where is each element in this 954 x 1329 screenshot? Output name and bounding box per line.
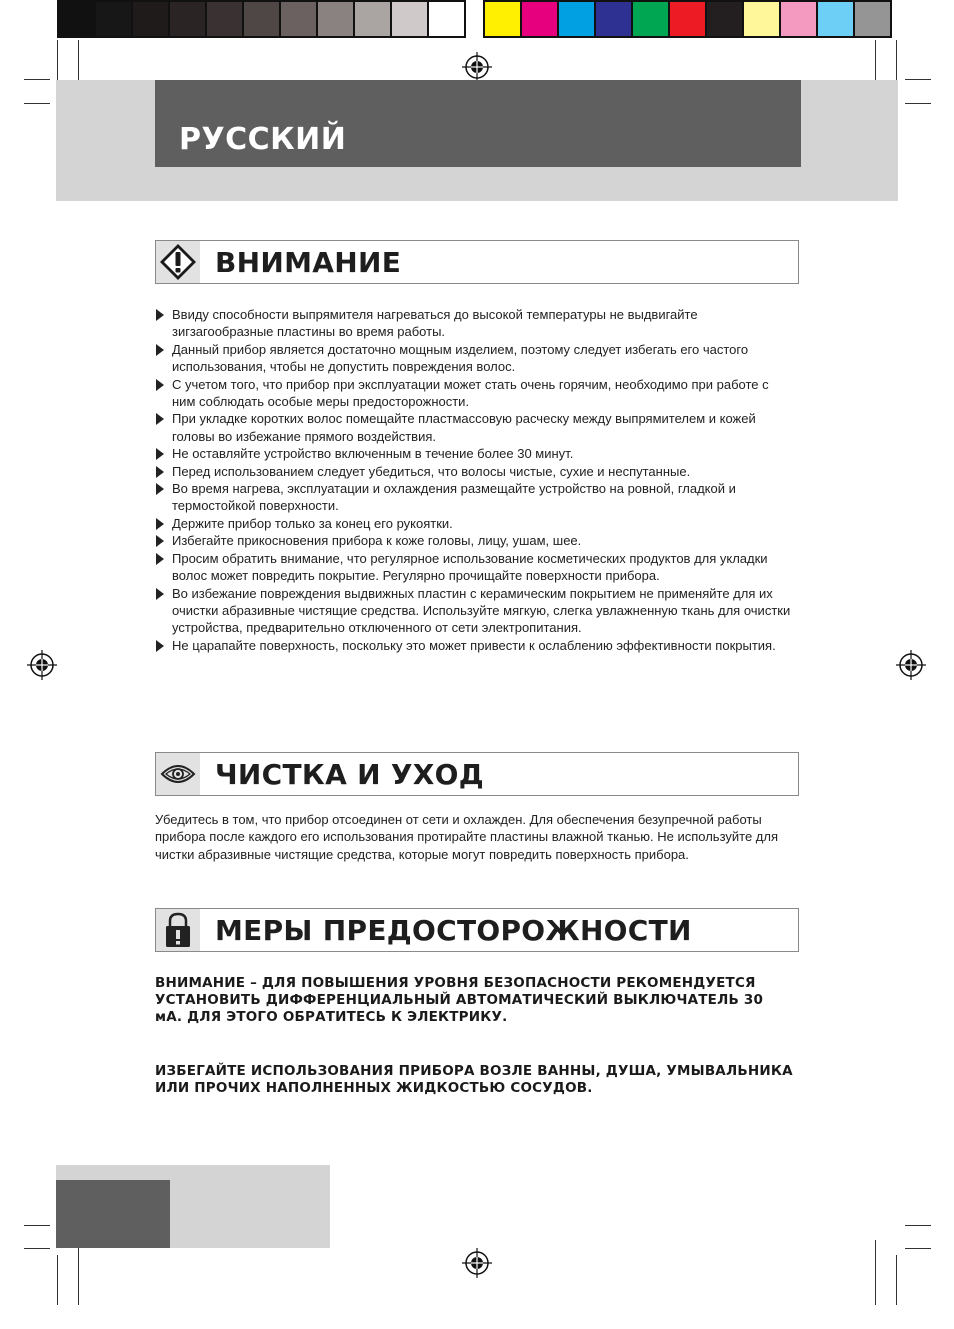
crop-mark	[905, 1225, 931, 1226]
triangle-bullet-icon	[156, 413, 164, 425]
color-calibration-bar-right	[483, 0, 892, 38]
eye-icon	[160, 762, 196, 786]
list-item-text: Данный прибор является достаточно мощным изделием, поэтому следует избегать его частого использования, чтобы не допустить повреждения волос.	[172, 341, 749, 375]
list-item	[155, 376, 795, 411]
cleaning-icon-box	[156, 753, 200, 795]
crop-mark	[905, 1248, 931, 1249]
registration-target-icon	[896, 650, 926, 680]
crop-mark	[57, 1255, 58, 1305]
list-item-text: Не царапайте поверхность, поскольку это может привести к ослаблению эффективности покрытия.	[172, 637, 776, 653]
color-swatch	[96, 0, 133, 38]
crop-mark	[24, 1248, 50, 1249]
color-swatch	[559, 0, 596, 38]
triangle-bullet-icon	[156, 448, 164, 460]
list-item	[155, 480, 795, 515]
warning-list	[155, 306, 795, 654]
safety-water-notice: ИЗБЕГАЙТЕ ИСПОЛЬЗОВАНИЯ ПРИБОРА ВОЗЛЕ ВАННЫ, ДУША, УМЫВАЛЬНИКА ИЛИ ПРОЧИХ НАПОЛНЕННЫХ ЖИДКОСТЬЮ СОСУДОВ.	[155, 1063, 793, 1096]
registration-target-icon	[462, 52, 492, 82]
color-swatch	[670, 0, 707, 38]
color-swatch	[57, 0, 96, 38]
registration-target-icon	[462, 1248, 492, 1278]
list-item-text: Просим обратить внимание, что регулярное использование косметических продуктов для укладки волос может повредить покрытие. Регулярно прочищайте поверхности прибора.	[172, 550, 768, 584]
list-item-text: Перед использованием следует убедиться, что волосы чистые, сухие и неспутанные.	[172, 463, 691, 479]
list-item-text: Не оставляйте устройство включенным в течение более 30 минут.	[172, 446, 574, 462]
cleaning-section-title: ЧИСТКА И УХОД	[215, 758, 485, 791]
triangle-bullet-icon	[156, 344, 164, 356]
list-item	[155, 585, 795, 637]
list-item	[155, 306, 795, 341]
color-swatch	[207, 0, 244, 38]
page-language-title: РУССКИЙ	[155, 80, 801, 167]
color-swatch	[429, 0, 466, 38]
triangle-bullet-icon	[156, 640, 164, 652]
color-swatch	[633, 0, 670, 38]
crop-mark	[78, 1240, 79, 1305]
list-item-text: При укладке коротких волос помещайте пластмассовую расческу между выпрямителем и кожей головы во избежание прямого воздействия.	[172, 411, 756, 444]
crop-mark	[905, 79, 931, 80]
list-item-text: Держите прибор только за конец его рукоятки.	[172, 515, 453, 531]
triangle-bullet-icon	[156, 379, 164, 391]
list-item-text: Ввиду способности выпрямителя нагреваться до высокой температуры не выдвигайте зигзагообразные пластины во время работы.	[172, 307, 698, 340]
crop-mark	[896, 1255, 897, 1305]
registration-target-icon	[27, 650, 57, 680]
crop-mark	[24, 1225, 50, 1226]
warning-section-title: ВНИМАНИЕ	[215, 246, 402, 279]
list-item-text: Избегайте прикосновения прибора к коже головы, лицу, ушам, шее.	[172, 533, 582, 549]
triangle-bullet-icon	[156, 309, 164, 321]
color-swatch	[483, 0, 522, 38]
safety-section-title: МЕРЫ ПРЕДОСТОРОЖНОСТИ	[215, 914, 692, 947]
list-item	[155, 637, 795, 654]
triangle-bullet-icon	[156, 535, 164, 547]
crop-mark	[875, 1240, 876, 1305]
exclamation-diamond-icon	[158, 242, 198, 282]
list-item-text: Во время нагрева, эксплуатации и охлаждения размещайте устройство на ровной, гладкой и термостойкой поверхности.	[172, 481, 736, 514]
triangle-bullet-icon	[156, 466, 164, 478]
crop-mark	[905, 103, 931, 104]
color-swatch	[855, 0, 892, 38]
list-item	[155, 532, 795, 549]
list-item	[155, 463, 795, 480]
safety-icon-box	[156, 909, 200, 951]
list-item-text: С учетом того, что прибор при эксплуатации может стать очень горячим, необходимо при работе с ним соблюдать особые меры предосторожности.	[172, 376, 769, 410]
safety-rcd-notice: ВНИМАНИЕ – ДЛЯ ПОВЫШЕНИЯ УРОВНЯ БЕЗОПАСНОСТИ РЕКОМЕНДУЕТСЯ УСТАНОВИТЬ ДИФФЕРЕНЦИАЛЬНЫЙ АВТОМАТИЧЕСКИЙ ВЫКЛЮЧАТЕЛЬ 30 мА. ДЛЯ ЭТОГО ОБРАТИТЕСЬ К ЭЛЕКТРИКУ.	[155, 975, 764, 1025]
triangle-bullet-icon	[156, 588, 164, 600]
triangle-bullet-icon	[156, 553, 164, 565]
list-item	[155, 550, 795, 585]
warning-section-header	[155, 240, 799, 284]
color-swatch	[392, 0, 429, 38]
color-swatch	[707, 0, 744, 38]
cleaning-section-header	[155, 752, 799, 796]
warning-icon-box	[156, 241, 200, 283]
color-swatch	[133, 0, 170, 38]
color-swatch	[355, 0, 392, 38]
color-calibration-bar-left	[57, 0, 466, 38]
list-item	[155, 445, 795, 462]
crop-mark	[24, 103, 50, 104]
triangle-bullet-icon	[156, 518, 164, 530]
color-swatch	[744, 0, 781, 38]
color-swatch	[522, 0, 559, 38]
color-swatch	[818, 0, 855, 38]
color-swatch	[318, 0, 355, 38]
list-item	[155, 410, 795, 445]
color-swatch	[170, 0, 207, 38]
list-item-text: Во избежание повреждения выдвижных пластин с керамическим покрытием не применяйте для их очистки абразивные чистящие средства. Используйте мягкую, слегка увлажненную ткань для очистки устройства, предварительно отключенного от сети электропитания.	[172, 585, 791, 636]
padlock-warning-icon	[163, 911, 193, 949]
color-swatch	[244, 0, 281, 38]
safety-section-header	[155, 908, 799, 952]
footer-page-tab	[56, 1180, 170, 1248]
crop-mark	[24, 79, 50, 80]
cleaning-text: Убедитесь в том, что прибор отсоединен от сети и охлажден. Для обеспечения безупречной работы прибора после каждого его использования протирайте пластины влажной тканью. Не используйте для чистки абразивные чистящие средства, которые могут повредить поверхность прибора.	[155, 812, 779, 862]
color-swatch	[781, 0, 818, 38]
color-swatch	[281, 0, 318, 38]
list-item	[155, 341, 795, 376]
list-item	[155, 515, 795, 532]
triangle-bullet-icon	[156, 483, 164, 495]
color-swatch	[596, 0, 633, 38]
